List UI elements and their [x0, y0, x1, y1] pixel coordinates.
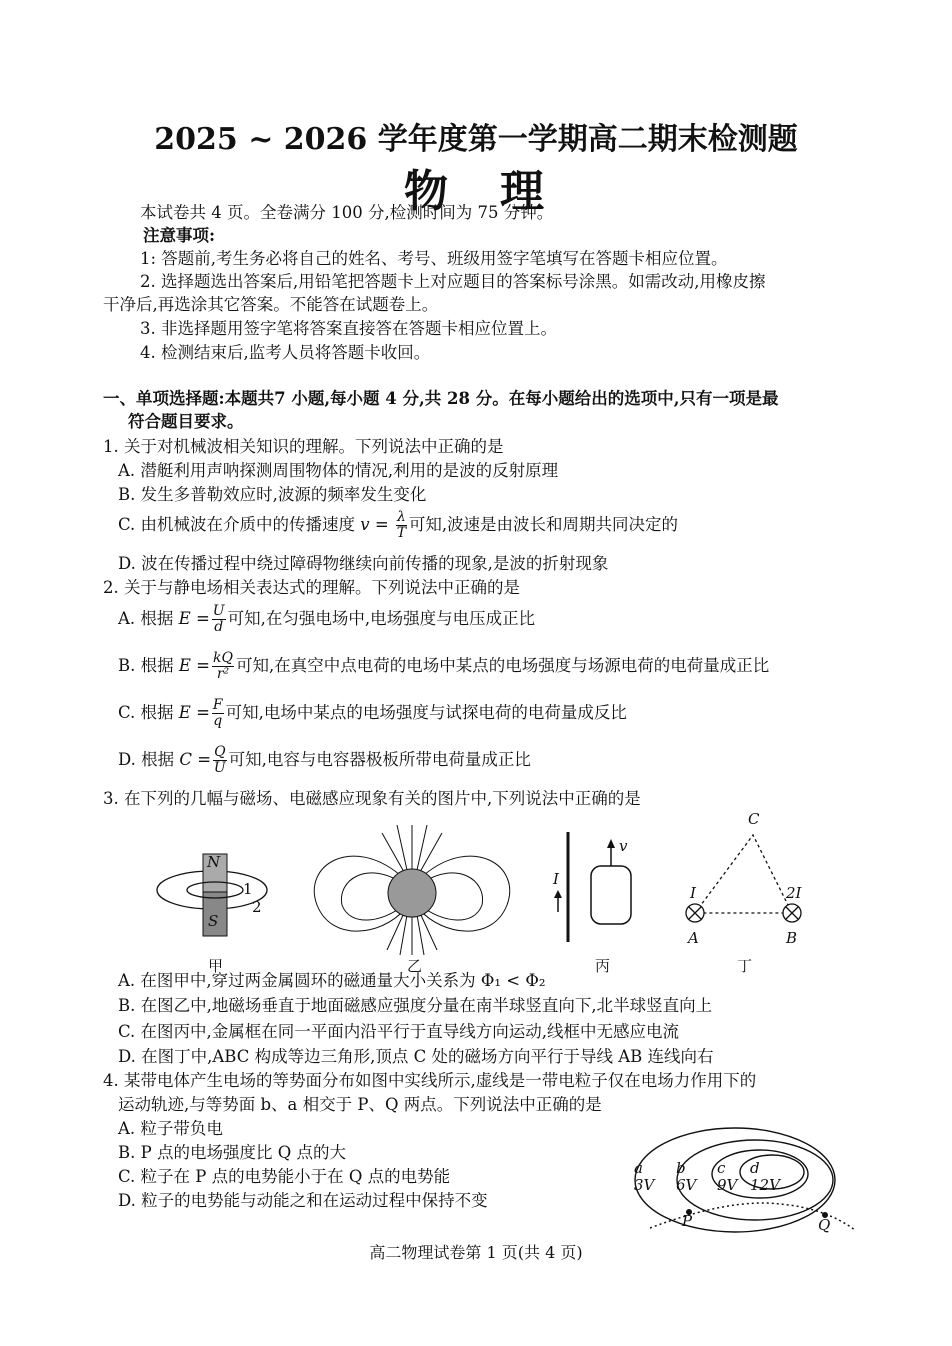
q2-option-d	[118, 745, 531, 776]
text: 可知,在真空中点电荷的电场中某点的电场强度与场源电荷的电荷量成正比	[235, 656, 770, 675]
label-2I-B: 2I	[786, 884, 802, 902]
label-A: A	[688, 929, 699, 947]
q2-option-a	[118, 604, 535, 635]
q4-stem: 4. 某带电体产生电场的等势面分布如图中实线所示,虚线是一带电粒子仅在电场力作用下的	[103, 1071, 757, 1090]
notice-item: 2. 选择题选出答案后,用铅笔把答题卡上对应题目的答案标号涂黑。如需改动,用橡皮擦	[140, 272, 766, 291]
q2-stem: 2. 关于与静电场相关表达式的理解。下列说法中正确的是	[103, 578, 520, 597]
text: E =	[178, 609, 210, 628]
q1-stem: 1. 关于对机械波相关知识的理解。下列说法中正确的是	[103, 437, 504, 456]
numerator: F	[212, 697, 223, 713]
text: E =	[178, 656, 210, 675]
label-I: I	[553, 870, 559, 888]
text: C. 根据	[118, 703, 179, 722]
notice-item: 1: 答题前,考生务必将自己的姓名、考号、班级用签字笔填写在答题卡相应位置。	[140, 249, 728, 268]
fraction	[212, 651, 234, 682]
fraction	[212, 604, 226, 635]
text: C =	[179, 750, 212, 769]
denominator: q	[213, 713, 223, 729]
q1-option-a: A. 潜艇利用声呐探测周围物体的情况,利用的是波的反射原理	[118, 461, 559, 480]
fraction	[212, 698, 224, 729]
text: =	[369, 515, 394, 534]
text: 可知,电容与电容器极板所带电荷量成正比	[228, 750, 531, 769]
label: a	[634, 1159, 643, 1177]
q4-option-d: D. 粒子的电势能与动能之和在运动过程中保持不变	[118, 1191, 488, 1210]
q4-stem-cont: 运动轨迹,与等势面 b、a 相交于 P、Q 两点。下列说法中正确的是	[118, 1095, 602, 1114]
label-ring-1: 1	[243, 880, 253, 898]
q4-option-a: A. 粒子带负电	[118, 1119, 223, 1138]
label-N: N	[207, 853, 221, 871]
surface-d-label	[750, 1160, 780, 1194]
q1-option-d: D. 波在传播过程中绕过障碍物继续向前传播的现象,是波的折射现象	[118, 554, 609, 573]
section-heading-cont: 符合题目要求。	[128, 412, 244, 431]
q3-option-b: B. 在图乙中,地磁场垂直于地面磁感应强度分量在南半球竖直向下,北半球竖直向上	[118, 996, 713, 1015]
denominator: U	[213, 760, 226, 776]
denominator: d	[214, 619, 224, 635]
numerator: U	[212, 603, 225, 619]
label-Q: Q	[818, 1216, 831, 1234]
intro: 本试卷共 4 页。全卷满分 100 分,检测时间为 75 分钟。	[140, 203, 554, 222]
label: d	[750, 1159, 760, 1177]
label: c	[717, 1159, 726, 1177]
potential: 6V	[676, 1176, 697, 1194]
text: D. 根据	[118, 750, 180, 769]
notice-heading: 注意事项:	[143, 226, 216, 245]
potential: 12V	[750, 1176, 780, 1194]
exam-title: 2025 ~ 2026 学年度第一学期高二期末检测题	[154, 122, 798, 157]
q2-option-c	[118, 698, 627, 729]
surface-a-label	[634, 1160, 654, 1194]
subject-title: 物 理	[404, 166, 548, 217]
text: 可知,波速是由波长和周期共同决定的	[408, 515, 679, 534]
notice-item: 4. 检测结束后,监考人员将答题卡收回。	[140, 343, 431, 362]
label-B: B	[786, 929, 798, 947]
denominator: r²	[216, 666, 230, 682]
earth	[388, 869, 436, 917]
q4-option-c: C. 粒子在 P 点的电势能小于在 Q 点的电势能	[118, 1167, 451, 1186]
q3-option-c: C. 在图丙中,金属框在同一平面内沿平行于直导线方向运动,线框中无感应电流	[118, 1022, 680, 1041]
figure-yi-earth-magnetic-field	[312, 825, 512, 955]
q3-stem: 3. 在下列的几幅与磁场、电磁感应现象有关的图片中,下列说法中正确的是	[103, 789, 641, 808]
caption-ding: 丁	[737, 957, 753, 975]
fraction	[396, 510, 407, 541]
triangle-abc	[695, 835, 792, 913]
caption-yi: 乙	[407, 957, 423, 975]
notice-item: 3. 非选择题用签字笔将答案直接答在答题卡相应位置上。	[140, 319, 557, 338]
q1-option-b: B. 发生多普勒效应时,波源的频率发生变化	[118, 485, 427, 504]
notice-item: 干净后,再选涂其它答案。不能答在试题卷上。	[103, 295, 439, 314]
surface-b-label	[676, 1160, 696, 1194]
q1-option-c	[118, 510, 678, 541]
text: E =	[178, 703, 210, 722]
surface-c-label	[717, 1160, 737, 1194]
q2-option-b	[118, 651, 769, 682]
q4-option-b: B. P 点的电场强度比 Q 点的大	[118, 1143, 346, 1162]
metal-frame	[591, 866, 631, 924]
label-C: C	[748, 810, 760, 828]
label-I-A: I	[690, 884, 696, 902]
text: 可知,电场中某点的电场强度与试探电荷的电荷量成反比	[225, 703, 627, 722]
label-P: P	[682, 1212, 693, 1230]
caption-bing: 丙	[595, 957, 611, 975]
numerator: kQ	[213, 650, 233, 666]
label-ring-2: 2	[252, 898, 262, 916]
label: b	[676, 1159, 686, 1177]
text: A. 根据	[118, 609, 179, 628]
label-S: S	[208, 912, 219, 930]
section-heading: 一、单项选择题:本题共7 小题,每小题 4 分,共 28 分。在每小题给出的选项中,只有一项是最	[103, 389, 779, 408]
fraction	[213, 745, 226, 776]
potential: 3V	[634, 1176, 655, 1194]
figure-ding-triangle-wires	[675, 825, 805, 935]
denominator: T	[396, 525, 407, 541]
text: B. 根据	[118, 656, 179, 675]
text: C. 由机械波在介质中的传播速度	[118, 515, 361, 534]
page-footer: 高二物理试卷第 1 页(共 4 页)	[369, 1243, 583, 1262]
q3-option-a: A. 在图甲中,穿过两金属圆环的磁通量大小关系为 Φ₁ < Φ₂	[118, 971, 546, 990]
text: 可知,在匀强电场中,电场强度与电压成正比	[227, 609, 536, 628]
numerator: Q	[214, 744, 226, 760]
potential: 9V	[717, 1176, 738, 1194]
caption-jia: 甲	[208, 957, 224, 975]
q3-option-d: D. 在图丁中,ABC 构成等边三角形,顶点 C 处的磁场方向平行于导线 AB 连线向右	[118, 1047, 714, 1066]
numerator: λ	[396, 509, 406, 525]
text: v	[360, 515, 370, 534]
label-v: v	[619, 837, 628, 855]
